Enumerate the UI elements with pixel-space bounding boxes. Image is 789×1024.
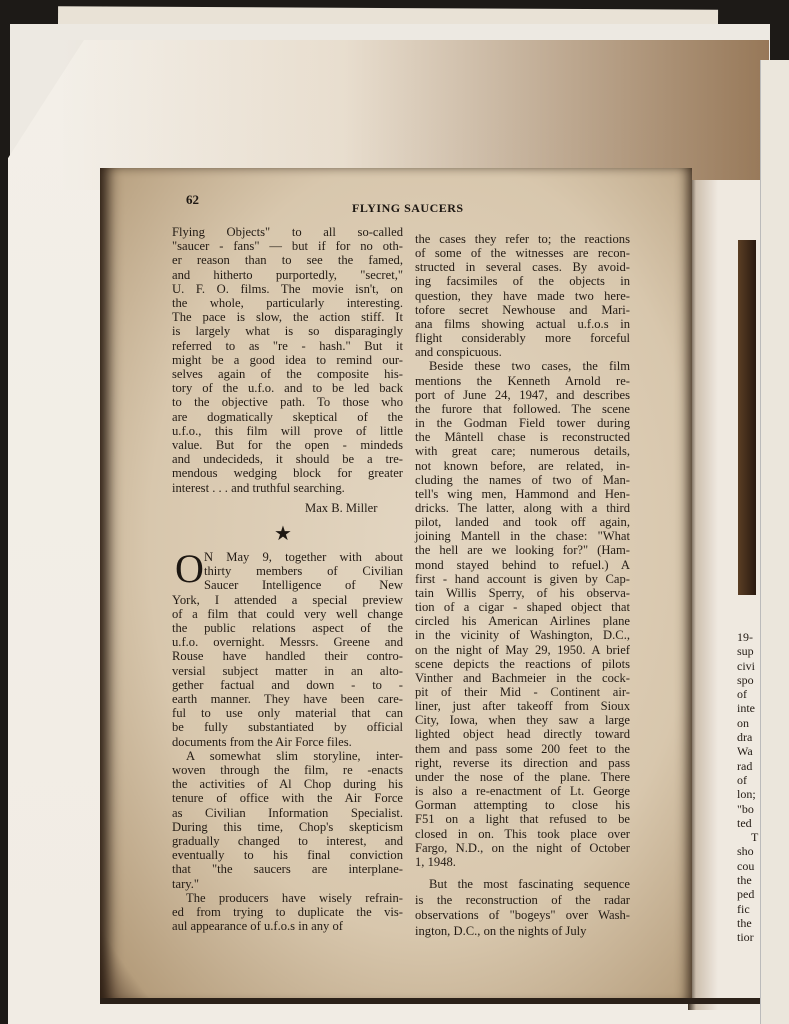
text-line: F51 on a light that refused to be: [415, 812, 630, 827]
text-line: in the Godman Field tower during: [415, 416, 630, 431]
text-line: the hell are we looking for?" (Ham-: [415, 543, 630, 558]
text-line: on the night of May 29, 1950. A brief: [415, 642, 630, 657]
text-line: to the objective path. To those who: [172, 395, 403, 410]
text-line: the public relations aspect of the: [172, 621, 403, 636]
text-line: Rouse have handled their contro-: [172, 649, 403, 664]
text-line: joining Mantell in the chase: "What: [415, 529, 630, 544]
text-line: cluding the names of two of Man-: [415, 472, 630, 487]
text-line: ted: [737, 815, 752, 830]
text-line: be fully substantiated by official: [172, 720, 403, 735]
text-line: as Civilian Information Specialist.: [172, 805, 403, 820]
text-line: er reason than to see the famed,: [172, 253, 403, 268]
text-line: ington, D.C., on the nights of July: [415, 924, 587, 939]
text-line: liner, just after takeoff from Sioux: [415, 699, 630, 714]
text-line: woven through the film, re -enacts: [172, 763, 403, 778]
text-line: right, reverse its direction and pass: [415, 755, 630, 770]
text-line: flight considerably more forceful: [415, 331, 630, 346]
text-line: circled his American Airlines plane: [415, 614, 630, 629]
text-line: Flying Objects" to all so-called: [172, 225, 403, 239]
text-line: structed in several cases. By avoid-: [415, 260, 630, 275]
text-line: mond stayed behind to refuel.) A: [415, 557, 630, 572]
text-line: closed in on. This took place over: [415, 826, 630, 841]
author-byline: Max B. Miller: [305, 501, 378, 515]
text-line: pilot, landed and took off again,: [415, 515, 630, 530]
text-line: the Mântell chase is reconstructed: [415, 430, 630, 445]
text-line: lighted object head directly toward: [415, 727, 630, 742]
text-line: sho: [737, 844, 754, 859]
text-line: ed from trying to duplicate the vis-: [172, 905, 403, 920]
article-closing-paragraph: [415, 877, 630, 940]
text-line: Wa: [737, 744, 753, 759]
text-line: question, they have made two here-: [415, 288, 630, 303]
text-line: that "the saucers are interplane-: [172, 862, 403, 877]
text-line: the whole, particularly interesting.: [172, 296, 403, 311]
page-number: 62: [186, 192, 199, 207]
text-line: tofore secret Newhouse and Mari-: [415, 302, 630, 317]
text-line: U. F. O. films. The movie isn't, on: [172, 281, 403, 296]
text-line: are dogmatically skeptical of the: [172, 409, 403, 424]
text-line: dricks. The latter, along with a third: [415, 500, 630, 515]
text-line: earth manner. They have been care-: [172, 692, 403, 707]
text-line: in the vicinity of Washington, D.C.,: [415, 628, 630, 643]
text-line: on: [737, 715, 749, 730]
text-line: is also a re-enactment of Lt. George: [415, 784, 630, 799]
text-line: the activities of Al Chop during his: [172, 777, 403, 792]
article-body-right: [415, 232, 630, 869]
text-line: u.f.o. overnight. Messrs. Greene and: [172, 635, 403, 650]
text-line: lon;: [737, 787, 756, 802]
page-edge: [100, 998, 760, 1004]
background-sheet: [760, 60, 789, 1024]
text-line: aul appearance of u.f.o.s in any of: [172, 919, 343, 934]
text-line: versial subject matter in an alto-: [172, 663, 403, 678]
text-line: "bo: [737, 801, 754, 816]
text-line: 19-: [737, 630, 753, 644]
text-line: The pace is slow, the action stiff. It: [172, 310, 403, 325]
text-line: thirty members of Civilian: [204, 564, 403, 579]
text-line: rad: [737, 758, 753, 773]
text-line: eventually to his final conviction: [172, 848, 403, 863]
text-line: N May 9, together with about: [204, 550, 403, 564]
text-line: tell's wing men, Hammond and Hen-: [415, 486, 630, 501]
text-line: tory of the u.f.o. and to be led back: [172, 381, 403, 396]
star-separator-icon: ★: [274, 523, 292, 545]
text-line: "saucer - fans" — but if for no oth-: [172, 239, 403, 254]
text-line: 1, 1948.: [415, 854, 456, 869]
text-line: ful to use only material that can: [172, 706, 403, 721]
text-line: the furore that followed. The scene: [415, 401, 630, 416]
text-line: port of June 24, 1947, and describes: [415, 387, 630, 402]
text-line: selves again of the composite his-: [172, 367, 403, 382]
text-line: inte: [737, 701, 755, 716]
intro-paragraph: [172, 225, 403, 495]
text-line: u.f.o., this film will prove of little: [172, 423, 403, 438]
text-line: tior: [737, 930, 754, 945]
text-line: and conspicuous.: [415, 345, 502, 360]
text-line: tion of a cigar - shaped object that: [415, 600, 630, 615]
text-line: under the nose of the plane. There: [415, 769, 630, 784]
text-line: City, Iowa, when they saw a large: [415, 713, 630, 728]
next-page-text-fragment: [737, 630, 759, 945]
text-line: interest . . . and truthful searching.: [172, 480, 345, 495]
text-line: fic: [737, 901, 750, 916]
text-line: civi: [737, 658, 755, 673]
text-line: gether factual and down - to -: [172, 677, 403, 692]
text-line: Saucer Intelligence of New: [204, 578, 403, 593]
text-line: A somewhat slim storyline, inter-: [186, 748, 403, 763]
text-line: spo: [737, 672, 754, 687]
text-line: T: [751, 830, 759, 845]
text-line: of: [737, 772, 747, 787]
next-page-image: [738, 240, 756, 595]
text-line: referred to as "re - hash." But it: [172, 338, 403, 353]
text-line: might be a good idea to remind our-: [172, 352, 403, 367]
text-line: Vinther and Bachmeier in the cock-: [415, 670, 630, 685]
text-line: But the most fascinating sequence: [429, 877, 630, 891]
text-line: is the reconstruction of the radar: [415, 892, 630, 907]
text-line: scene depicts the reactions of pilots: [415, 656, 630, 671]
drop-cap: O: [175, 546, 204, 591]
text-line: of: [737, 687, 747, 702]
text-line: with great care; numerous details,: [415, 444, 630, 459]
text-line: During this time, Chop's skepticism: [172, 819, 403, 834]
text-line: Gorman attempting to close his: [415, 798, 630, 813]
text-line: cou: [737, 858, 755, 873]
text-line: York, I attended a special preview: [172, 592, 403, 607]
text-line: value. But for the open - mindeds: [172, 438, 403, 453]
text-line: Fargo, N.D., on the night of October: [415, 840, 630, 855]
text-line: mentions the Kenneth Arnold re-: [415, 373, 630, 388]
text-line: tain Willis Sperry, of his observa-: [415, 585, 630, 600]
text-line: tary.": [172, 876, 200, 891]
text-line: the cases they refer to; the reactions: [415, 232, 630, 246]
text-line: and hitherto purportedly, "secret,": [172, 267, 403, 282]
text-line: pit of their Mid - Continent air-: [415, 685, 630, 699]
running-head: FLYING SAUCERS: [352, 201, 464, 215]
text-line: ped: [737, 887, 755, 902]
text-line: ana films showing actual u.f.o.s in: [415, 316, 630, 331]
text-line: The producers have wisely refrain-: [186, 890, 403, 905]
text-line: observations of "bogeys" over Wash-: [415, 908, 630, 923]
text-line: first - hand account is given by Cap-: [415, 571, 630, 586]
text-line: and undecideds, it should be a tre-: [172, 452, 403, 467]
text-line: of a film that could very well change: [172, 606, 403, 621]
text-line: ing facsimiles of the objects in: [415, 274, 630, 289]
text-line: gradually changed to interest, and: [172, 834, 403, 849]
text-line: of some of the witnesses are recon-: [415, 246, 630, 261]
text-line: is largely what is so disparagingly: [172, 324, 403, 339]
text-line: sup: [737, 644, 754, 659]
text-line: tenure of office with the Air Force: [172, 791, 403, 806]
text-line: mendous wedging block for greater: [172, 466, 403, 481]
text-line: them and pass some 200 feet to the: [415, 741, 630, 756]
text-line: not known before, are related, in-: [415, 458, 630, 473]
text-line: the: [737, 873, 752, 888]
article-body-left: [172, 546, 403, 934]
text-line: documents from the Air Force files.: [172, 734, 352, 749]
text-line: Beside these two cases, the film: [429, 359, 630, 374]
text-line: dra: [737, 730, 753, 745]
text-line: the: [737, 915, 752, 930]
